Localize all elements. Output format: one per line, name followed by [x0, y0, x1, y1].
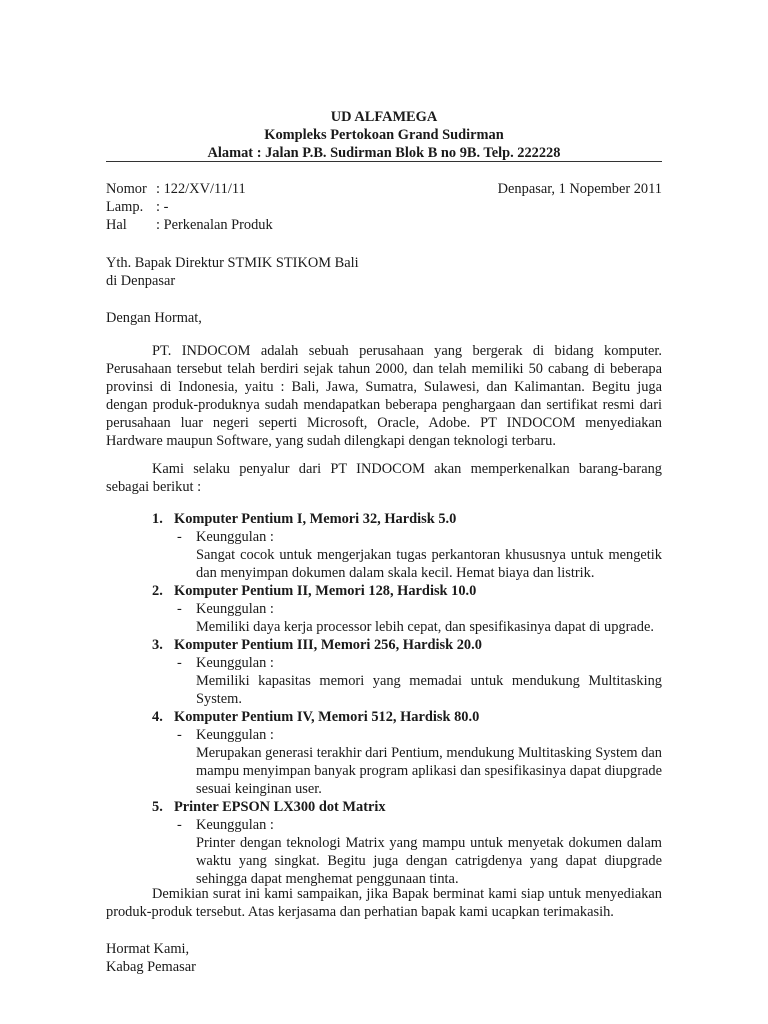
item-description: Memiliki kapasitas memori yang memadai untuk mendukung Multitasking System. [196, 673, 662, 707]
closing-paragraph: Demikian surat ini kami sampaikan, jika Bapak berminat kami siap untuk menyediakan produk-produk tersebut. Atas kerjasama dan perhatian bapak kami ucapkan terimakasih. [106, 886, 662, 920]
company-complex: Kompleks Pertokoan Grand Sudirman [264, 127, 504, 143]
nomor-label: Nomor [106, 181, 147, 197]
product-item-2 [152, 582, 662, 636]
signoff-block [106, 940, 196, 976]
item-label: Keunggulan : [196, 601, 274, 617]
hal-label: Hal [106, 217, 127, 233]
dash-bullet: - [177, 529, 182, 545]
item-number: 2. [152, 583, 163, 599]
item-label: Keunggulan : [196, 727, 274, 743]
recipient-block [106, 254, 359, 290]
item-number: 1. [152, 511, 163, 527]
dash-bullet: - [177, 655, 182, 671]
product-item-1 [152, 510, 662, 582]
item-description: Merupakan generasi terakhir dari Pentium, mendukung Multitasking System dan mampu menyimpan banyak program aplikasi dan spesifikasinya dapat diupgrade sesuai keinginan user. [196, 745, 662, 797]
body-paragraph-1: PT. INDOCOM adalah sebuah perusahaan yang bergerak di bidang komputer. Perusahaan tersebut telah berdiri sejak tahun 2000, dan telah memiliki 50 cabang di beberapa provinsi di Indonesia, yaitu : Bali, Jawa, Sumatra, Sulawesi, dan Kalimantan. Begitu juga dengan produk-produknya sudah mendapatkan beberapa penghargaan dan sertifikat resmi dari perusahaan luar negeri seperti Microsoft, Oracle, Adobe. PT INDOCOM menyediakan Hardware maupun Software, yang sudah dilengkapi dengan teknologi terbaru. [106, 343, 662, 449]
dash-bullet: - [177, 817, 182, 833]
lamp-label: Lamp. [106, 199, 144, 215]
letterhead [106, 108, 662, 162]
company-address: Alamat : Jalan P.B. Sudirman Blok B no 9B. Telp. 222228 [207, 145, 561, 161]
letter-meta [106, 180, 662, 234]
item-title: Komputer Pentium I, Memori 32, Hardisk 5.0 [174, 511, 457, 527]
item-number: 4. [152, 709, 163, 725]
place-date: Denpasar, 1 Nopember 2011 [497, 181, 662, 197]
dash-bullet: - [177, 601, 182, 617]
item-label: Keunggulan : [196, 529, 274, 545]
recipient-line-2: di Denpasar [106, 273, 176, 289]
recipient-line-1: Yth. Bapak Direktur STMIK STIKOM Bali [106, 255, 359, 271]
signoff-line-1: Hormat Kami, [106, 941, 190, 957]
product-list [152, 510, 662, 888]
item-description: Memiliki daya kerja processor lebih cepat, dan spesifikasinya dapat di upgrade. [196, 619, 654, 635]
lamp-value: : - [156, 199, 169, 215]
meta-lamp [106, 198, 662, 216]
company-name: UD ALFAMEGA [330, 109, 438, 125]
item-label: Keunggulan : [196, 817, 274, 833]
item-title: Komputer Pentium II, Memori 128, Hardisk 10.0 [174, 583, 477, 599]
greeting: Dengan Hormat, [106, 310, 202, 326]
item-title: Komputer Pentium III, Memori 256, Hardisk 20.0 [174, 637, 482, 653]
meta-hal [106, 216, 662, 234]
product-item-5 [152, 798, 662, 888]
product-item-4 [152, 708, 662, 798]
item-description: Sangat cocok untuk mengerjakan tugas perkantoran khususnya untuk mengetik dan menyimpan dokumen dalam skala kecil. Hemat biaya dan listrik. [196, 547, 662, 581]
item-title: Komputer Pentium IV, Memori 512, Hardisk 80.0 [174, 709, 480, 725]
item-number: 3. [152, 637, 163, 653]
dash-bullet: - [177, 727, 182, 743]
hal-value: : Perkenalan Produk [156, 217, 273, 233]
body-paragraph-2: Kami selaku penyalur dari PT INDOCOM akan memperkenalkan barang-barang sebagai berikut : [106, 461, 662, 495]
nomor-value: : 122/XV/11/11 [156, 181, 246, 197]
letterhead-divider [106, 161, 662, 162]
item-description: Printer dengan teknologi Matrix yang mampu untuk menyetak dokumen dalam waktu yang singkat. Begitu juga dengan catrigdenya yang dapat diupgrade sehingga dapat menghemat penggunaan tinta. [196, 835, 662, 887]
item-title: Printer EPSON LX300 dot Matrix [174, 799, 386, 815]
item-number: 5. [152, 799, 163, 815]
signoff-line-2: Kabag Pemasar [106, 959, 196, 975]
item-label: Keunggulan : [196, 655, 274, 671]
product-item-3 [152, 636, 662, 708]
